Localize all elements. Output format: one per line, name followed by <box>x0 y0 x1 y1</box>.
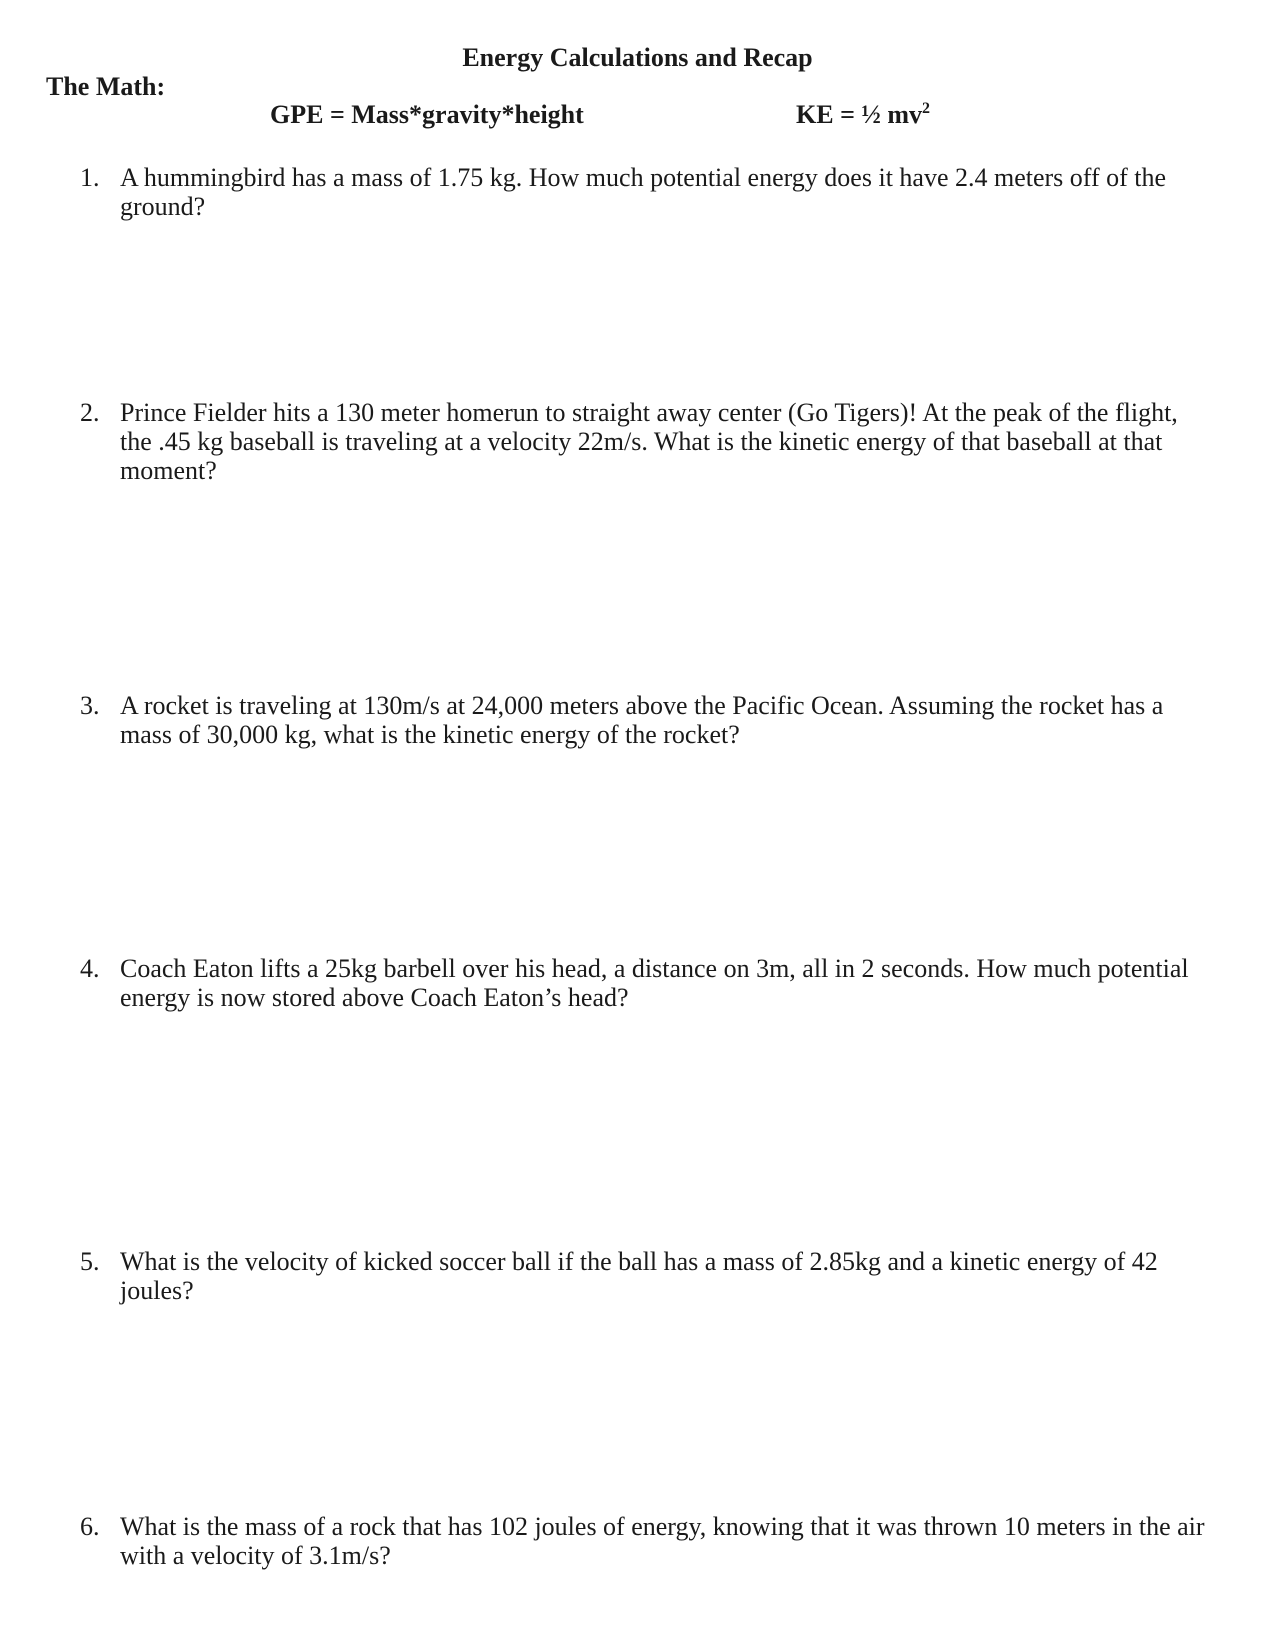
question-text: Coach Eaton lifts a 25kg barbell over his head, a distance on 3m, all in 2 seconds. How much potential energy is now stored above Coach Eaton’s head? <box>120 954 1189 1012</box>
question-1 <box>80 163 1210 221</box>
question-5 <box>80 1247 1210 1305</box>
ke-formula-exponent: 2 <box>922 100 931 117</box>
question-number: 2. <box>80 398 100 427</box>
ke-formula-main: KE = ½ mv <box>796 100 923 129</box>
question-2 <box>80 398 1210 485</box>
question-4 <box>80 954 1210 1012</box>
ke-formula <box>796 99 930 131</box>
question-number: 6. <box>80 1512 100 1541</box>
question-text: What is the velocity of kicked soccer ball if the ball has a mass of 2.85kg and a kinetic energy of 42 joules? <box>120 1247 1158 1305</box>
question-number: 5. <box>80 1247 100 1276</box>
section-label-the-math: The Math: <box>46 72 166 101</box>
question-text: What is the mass of a rock that has 102 joules of energy, knowing that it was thrown 10 meters in the air with a velocity of 3.1m/s? <box>120 1512 1205 1570</box>
question-number: 3. <box>80 691 100 720</box>
question-text: Prince Fielder hits a 130 meter homerun to straight away center (Go Tigers)! At the peak of the flight, the .45 kg baseball is traveling at a velocity 22m/s. What is the kinetic energy of that baseball at that moment? <box>120 398 1178 485</box>
gpe-formula: GPE = Mass*gravity*height <box>270 100 584 129</box>
question-number: 4. <box>80 954 100 983</box>
question-number: 1. <box>80 163 100 192</box>
question-6 <box>80 1512 1210 1570</box>
question-text: A hummingbird has a mass of 1.75 kg. How much potential energy does it have 2.4 meters off of the ground? <box>120 163 1167 221</box>
question-3 <box>80 691 1210 749</box>
question-text: A rocket is traveling at 130m/s at 24,000 meters above the Pacific Ocean. Assuming the rocket has a mass of 30,000 kg, what is the kinetic energy of the rocket? <box>120 691 1164 749</box>
page-title: Energy Calculations and Recap <box>462 43 813 72</box>
